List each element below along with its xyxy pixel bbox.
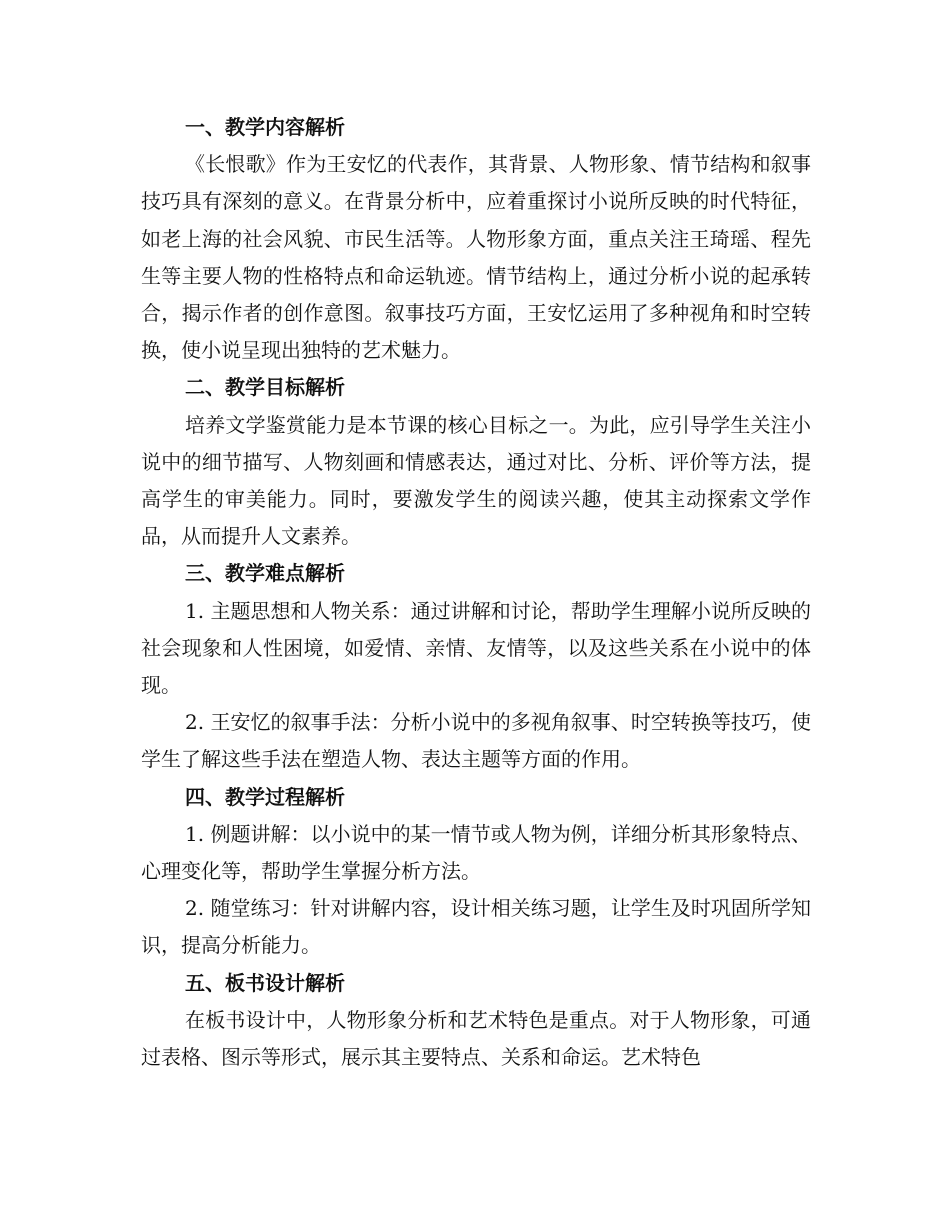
section-teaching-process	[141, 779, 811, 965]
section-heading: 一、教学内容解析	[185, 115, 345, 139]
section-heading: 二、教学目标解析	[185, 375, 345, 400]
section-teaching-difficulties	[141, 555, 811, 778]
paragraph: 在板书设计中，人物形象分析和艺术特色是重点。对于人物形象，可通过表格、图示等形式，展示其主要特点、关系和命运。艺术特色	[141, 1007, 811, 1070]
numbered-paragraph: 1. 主题思想和人物关系：通过讲解和讨论，帮助学生理解小说所反映的社会现象和人性困境，如爱情、亲情、友情等，以及这些关系在小说中的体现。	[141, 598, 811, 698]
section-heading: 四、教学过程解析	[185, 784, 345, 809]
document-page	[141, 109, 811, 1076]
paragraph: 《长恨歌》作为王安忆的代表作，其背景、人物形象、情节结构和叙事技巧具有深刻的意义。在背景分析中，应着重探讨小说所反映的时代特征，如老上海的社会风貌、市民生活等。人物形象方面，重点关注王琦瑶、程先生等主要人物的性格特点和命运轨迹。情节结构上，通过分析小说的起承转合，揭示作者的创作意图。叙事技巧方面，王安忆运用了多种视角和时空转换，使小说呈现出独特的艺术魅力。	[141, 152, 811, 363]
paragraph: 培养文学鉴赏能力是本节课的核心目标之一。为此，应引导学生关注小说中的细节描写、人物刻画和情感表达，通过对比、分析、评价等方法，提高学生的审美能力。同时，要激发学生的阅读兴趣，使其主动探索文学作品，从而提升人文素养。	[141, 412, 811, 549]
numbered-paragraph: 1. 例题讲解：以小说中的某一情节或人物为例，详细分析其形象特点、心理变化等，帮助学生掌握分析方法。	[141, 821, 811, 884]
numbered-paragraph: 2. 王安忆的叙事手法：分析小说中的多视角叙事、时空转换等技巧，使学生了解这些手法在塑造人物、表达主题等方面的作用。	[141, 710, 811, 772]
section-heading: 五、板书设计解析	[185, 970, 345, 995]
section-heading: 三、教学难点解析	[185, 561, 345, 586]
numbered-paragraph: 2. 随堂练习：针对讲解内容，设计相关练习题，让学生及时巩固所学知识，提高分析能力。	[141, 896, 811, 958]
section-teaching-content	[141, 109, 811, 369]
section-teaching-goals	[141, 369, 811, 555]
section-board-design	[141, 965, 811, 1077]
